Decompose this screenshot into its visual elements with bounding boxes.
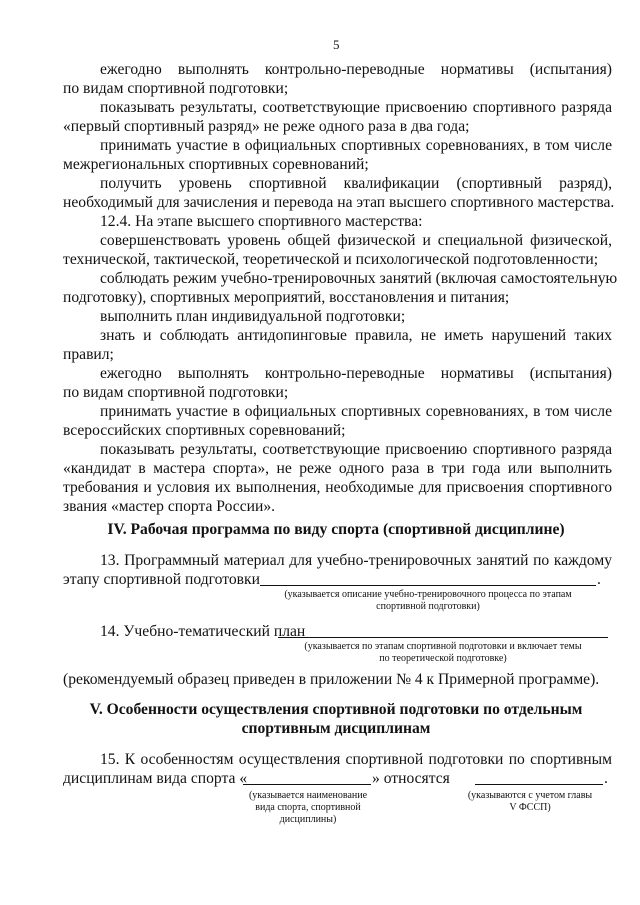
paragraph-line: «первый спортивный разряд» не реже одного раза в два года; xyxy=(63,118,470,135)
paragraph-line: звания «мастер спорта России». xyxy=(63,498,276,515)
paragraph-line: показывать результаты, соответствующие присвоению спортивного разряда xyxy=(100,99,612,116)
paragraph-line: (рекомендуемый образец приведен в приложении № 4 к Примерной программе). xyxy=(63,671,600,688)
fill-in-line xyxy=(260,585,596,586)
paragraph-line: знать и соблюдать антидопинговые правила, не иметь нарушений таких xyxy=(100,327,612,344)
footnote-hint: по теоретической подготовке) xyxy=(379,653,507,664)
paragraph-line: получить уровень спортивной квалификации (спортивный разряд), xyxy=(100,175,612,192)
paragraph-line: показывать результаты, соответствующие присвоению спортивного разряда xyxy=(100,441,612,458)
paragraph-line: межрегиональных спортивных соревнований; xyxy=(63,156,369,173)
paragraph-line: ежегодно выполнять контрольно-переводные нормативы (испытания) xyxy=(100,61,612,78)
paragraph-line: соблюдать режим учебно-тренировочных занятий (включая самостоятельную xyxy=(100,270,618,287)
paragraph-line: 14. Учебно-тематический план xyxy=(100,623,306,640)
period: . xyxy=(597,571,601,588)
paragraph-line: принимать участие в официальных спортивных соревнованиях, в том числе xyxy=(100,403,612,420)
paragraph-line: правил; xyxy=(63,346,114,363)
paragraph-line: ежегодно выполнять контрольно-переводные нормативы (испытания) xyxy=(100,365,612,382)
paragraph-line: 12.4. На этапе высшего спортивного мастерства: xyxy=(100,213,423,230)
footnote-hint: (указывается описание учебно-тренировочного процесса по этапам xyxy=(284,589,572,600)
paragraph-line: по видам спортивной подготовки; xyxy=(63,80,289,97)
paragraph-line: технической, тактической, теоретической и психологической подготовленности; xyxy=(63,251,599,268)
paragraph-line: выполнить план индивидуальной подготовки; xyxy=(100,308,406,325)
section-heading-v: спортивным дисциплинам xyxy=(241,720,431,737)
footnote-hint: V ФССП) xyxy=(509,802,551,813)
page-number: 5 xyxy=(333,37,340,52)
paragraph-line: подготовку), спортивных мероприятий, восстановления и питания; xyxy=(63,289,510,306)
paragraph-line: совершенствовать уровень общей физической и специальной физической, xyxy=(100,232,612,249)
paragraph-line: 13. Программный материал для учебно-тренировочных занятий по каждому xyxy=(100,552,612,569)
fill-in-line xyxy=(278,637,608,638)
footnote-hint: дисциплины) xyxy=(279,814,337,825)
fill-in-line xyxy=(243,784,371,785)
period: . xyxy=(604,770,608,787)
footnote-hint: (указывается наименование xyxy=(248,790,368,801)
paragraph-line: необходимый для зачисления и перевода на этап высшего спортивного мастерства. xyxy=(63,194,615,211)
paragraph-line: дисциплинам вида спорта « xyxy=(63,770,248,787)
paragraph-line: требования и условия их выполнения, необходимые для присвоения спортивного xyxy=(63,479,612,496)
footnote-hint: спортивной подготовки) xyxy=(376,601,480,612)
section-heading-v: V. Особенности осуществления спортивной подготовки по отдельным xyxy=(89,701,583,718)
paragraph-line: всероссийских спортивных соревнований; xyxy=(63,422,346,439)
paragraph-line: » относятся xyxy=(372,770,450,787)
paragraph-line: 15. К особенностям осуществления спортивной подготовки по спортивным xyxy=(100,751,612,768)
footnote-hint: вида спорта, спортивной xyxy=(255,802,361,813)
paragraph-line: по видам спортивной подготовки; xyxy=(63,384,289,401)
footnote-hint: (указываются с учетом главы xyxy=(467,790,593,801)
paragraph-line: этапу спортивной подготовки xyxy=(63,571,260,588)
fill-in-line xyxy=(475,784,603,785)
section-heading-iv: IV. Рабочая программа по виду спорта (спортивной дисциплине) xyxy=(107,521,565,538)
paragraph-line: «кандидат в мастера спорта», не реже одного раза в три года или выполнить xyxy=(63,460,612,477)
paragraph-line: принимать участие в официальных спортивных соревнованиях, в том числе xyxy=(100,137,612,154)
footnote-hint: (указывается по этапам спортивной подготовки и включает темы xyxy=(304,641,582,652)
